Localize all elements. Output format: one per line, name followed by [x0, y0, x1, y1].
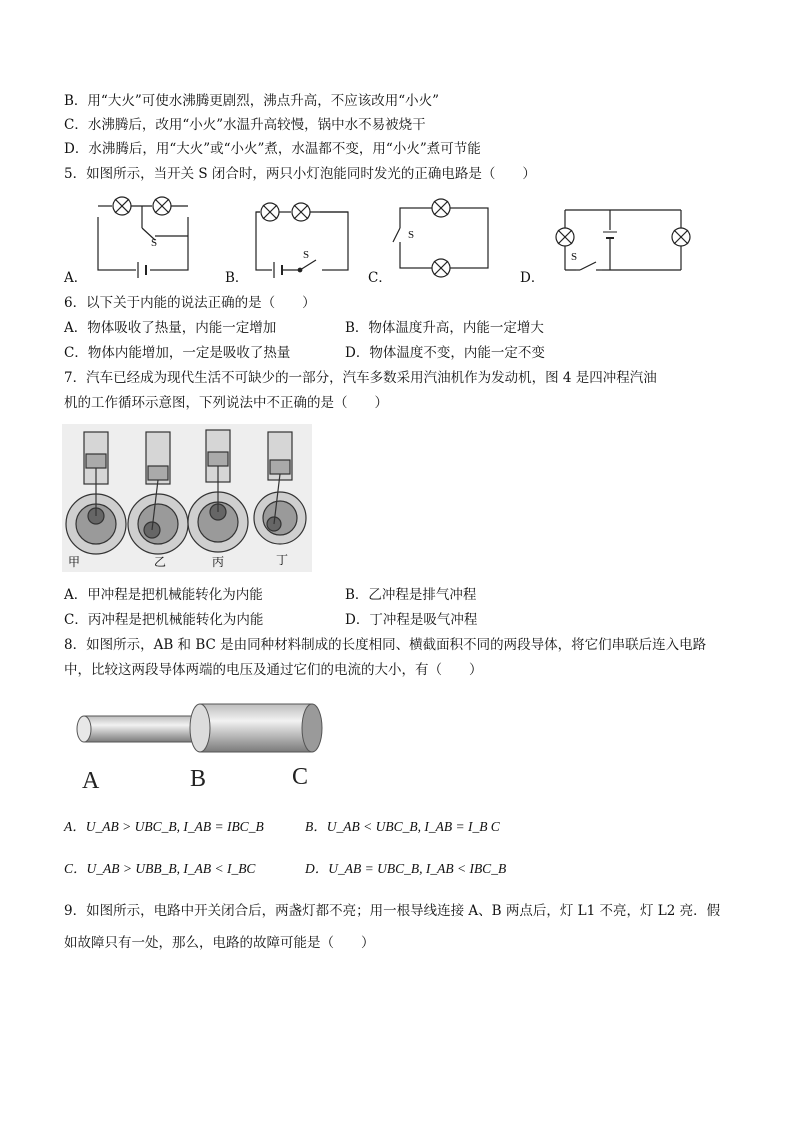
- circuit-a-switch-label: S: [151, 237, 158, 249]
- circuit-a: [96, 197, 192, 278]
- q7-option-b: B．乙冲程是排气冲程: [345, 587, 477, 603]
- q5-label-c: C．: [368, 270, 392, 286]
- q4-option-c: C．水沸腾后，改用“小火”水温升高较慢，锅中水不易被烧干: [64, 117, 426, 133]
- q5-stem: 5．如图所示，当开关 S 闭合时，两只小灯泡能同时发光的正确电路是（ ）: [64, 166, 536, 182]
- engine-label-ding: 丁: [276, 553, 289, 567]
- circuit-d: [556, 210, 690, 276]
- q8-option-d: D．U_AB = UBC_B, I_AB < IBC_B: [305, 861, 507, 876]
- q8-option-b: B．U_AB < UBC_B, I_AB = I_B C: [305, 819, 500, 834]
- circuit-c-switch-label: S: [408, 229, 415, 241]
- q7-stem-line1: 7．汽车已经成为现代生活不可缺少的一部分，汽车多数采用汽油机作为发动机，图 4 是四冲程汽油: [64, 370, 657, 386]
- q6-option-d: D．物体温度不变，内能一定不变: [345, 345, 545, 361]
- q7-option-a: A．甲冲程是把机械能转化为内能: [64, 587, 263, 603]
- q6-option-a: A．物体吸收了热量，内能一定增加: [64, 320, 277, 336]
- q5-label-d: D．: [520, 270, 545, 286]
- q7-engine-diagram: [62, 424, 312, 572]
- q9-stem-line1: 9．如图所示，电路中开关闭合后，两盏灯都不亮；用一根导线连接 A、B 两点后，灯 L1 不亮，灯 L2 亮．假: [64, 903, 721, 919]
- q8-option-a: A．U_AB > UBC_B, I_AB = IBC_B: [64, 819, 264, 834]
- conductor-label-a: A: [82, 768, 100, 794]
- q4-option-b: B．用“大火”可使水沸腾更剧烈，沸点升高，不应该改用“小火”: [64, 93, 440, 109]
- q5-label-b: B．: [225, 270, 249, 286]
- circuit-d-switch-label: S: [571, 251, 578, 263]
- q6-stem: 6．以下关于内能的说法正确的是（ ）: [64, 295, 316, 311]
- q4-option-d: D．水沸腾后，用“大火”或“小火”煮，水温都不变，用“小火”煮可节能: [64, 141, 481, 157]
- engine-label-bing: 丙: [212, 555, 225, 569]
- q7-option-c: C．丙冲程是把机械能转化为内能: [64, 612, 264, 628]
- q8-stem-line1: 8．如图所示，AB 和 BC 是由同种材料制成的长度相同、横截面积不同的两段导体，将它们串联后连入电路: [64, 637, 707, 653]
- q6-option-c: C．物体内能增加，一定是吸收了热量: [64, 345, 291, 361]
- q5-label-a: A．: [64, 270, 88, 286]
- circuit-b: [256, 203, 348, 278]
- q6-option-b: B．物体温度升高，内能一定增大: [345, 320, 544, 336]
- circuit-b-switch-label: S: [303, 249, 310, 261]
- q7-option-d: D．丁冲程是吸气冲程: [345, 612, 478, 628]
- q9-stem-line2: 如故障只有一处，那么，电路的故障可能是（ ）: [64, 935, 375, 951]
- conductor-label-c: C: [292, 764, 309, 790]
- q8-stem-line2: 中，比较这两段导体两端的电压及通过它们的电流的大小，有（ ）: [64, 662, 483, 678]
- q8-option-c: C．U_AB > UBB_B, I_AB < I_BC: [64, 861, 256, 876]
- q7-stem-line2: 机的工作循环示意图，下列说法中不正确的是（ ）: [64, 395, 388, 411]
- conductor-label-b: B: [190, 766, 207, 792]
- engine-label-yi: 乙: [154, 555, 167, 569]
- engine-label-jia: 甲: [68, 555, 81, 569]
- q8-conductor-diagram: [72, 696, 332, 796]
